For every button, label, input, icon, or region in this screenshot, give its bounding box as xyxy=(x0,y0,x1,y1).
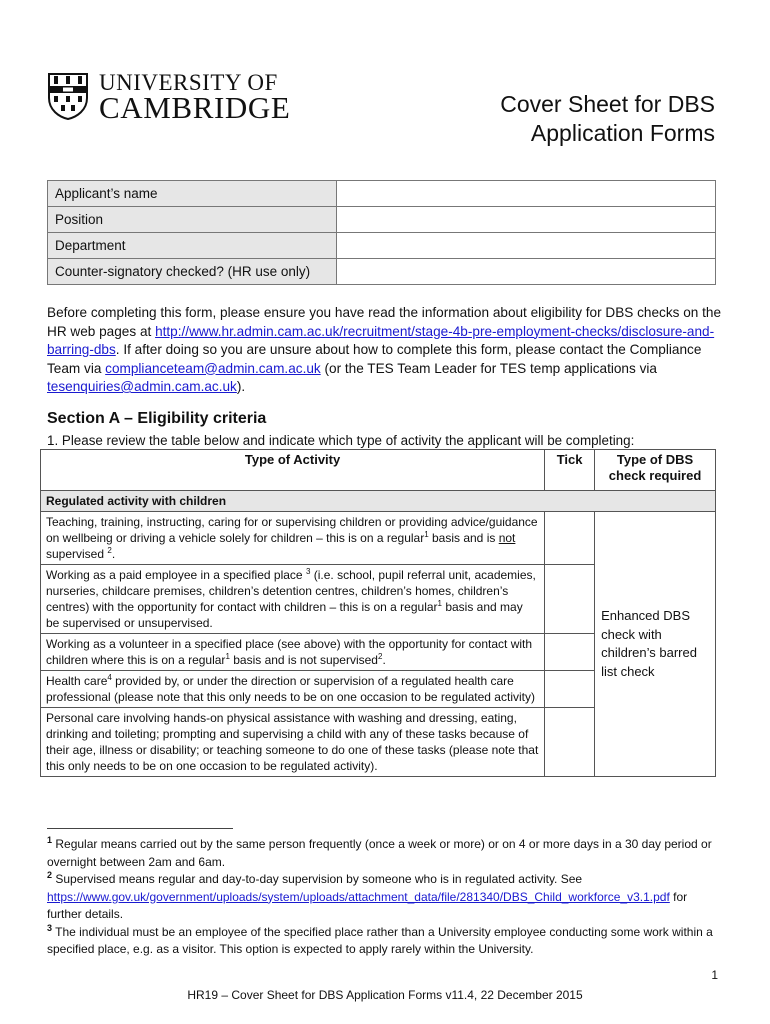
logo-line-university-of: UNIVERSITY OF xyxy=(99,70,278,95)
applicant-name-field[interactable] xyxy=(337,181,716,207)
footnote-number: 1 xyxy=(47,835,53,845)
table-row xyxy=(48,233,716,259)
footnote-ref: 1 xyxy=(225,652,230,661)
tick-column-header: Tick xyxy=(545,450,595,491)
table-row xyxy=(48,207,716,233)
footnote-text: Regular means carried out by the same person frequently (once a week or more) or on 4 or more days in a 30 day period or overnight between 2am and 6am. xyxy=(47,837,712,869)
activity-volunteer xyxy=(41,634,545,671)
tick-cell-volunteer[interactable] xyxy=(545,634,595,671)
page-title xyxy=(500,90,715,148)
dbs-child-workforce-link[interactable]: https://www.gov.uk/government/uploads/system/uploads/attachment_data/file/281340/DBS_Child_workforce_v3.1.pdf xyxy=(47,889,670,904)
footnote-number: 3 xyxy=(47,922,53,933)
tick-cell-personal-care[interactable] xyxy=(545,708,595,777)
table-row xyxy=(48,259,716,285)
activity-teaching xyxy=(41,512,545,565)
tes-enquiries-email-link[interactable]: tesenquiries@admin.cam.ac.uk xyxy=(47,379,237,394)
activity-text: provided by, or under the direction or supervision of a regulated health care professional (please note that this only needs to be on one occasion to be regulated activity) xyxy=(46,674,535,704)
table-header-row xyxy=(41,450,716,491)
activity-text: Working as a volunteer in a specified place (see above) with the opportunity for contact with children where this is on a regular xyxy=(46,637,533,667)
tick-cell-health-care[interactable] xyxy=(545,671,595,708)
dbs-type-column-header: Type of DBS check required xyxy=(595,450,716,491)
intro-text-2: . If after doing so you are unsure about how to complete this form, please contact the Compliance Team via xyxy=(47,342,702,376)
footnote-text: for further details. xyxy=(47,889,688,921)
activity-health-care xyxy=(41,671,545,708)
footnote-2 xyxy=(47,871,722,924)
activity-text: Health care xyxy=(46,674,108,688)
footnote-1 xyxy=(47,836,722,871)
logo-line-cambridge: CAMBRIDGE xyxy=(99,90,291,125)
footnote-ref: 2 xyxy=(377,652,383,661)
applicant-name-label: Applicant’s name xyxy=(48,181,337,207)
footnote-3 xyxy=(47,924,722,959)
tick-cell-teaching[interactable] xyxy=(545,512,595,565)
table-row xyxy=(41,512,716,565)
intro-paragraph xyxy=(47,304,727,397)
footnote-divider xyxy=(47,828,233,829)
department-label: Department xyxy=(48,233,337,259)
tick-cell-paid-employee[interactable] xyxy=(545,565,595,634)
footnote-number: 2 xyxy=(47,870,53,880)
activity-text: supervised xyxy=(46,547,108,561)
activity-text: Working as a paid employee in a specified place xyxy=(46,568,306,582)
title-line-1: Cover Sheet for DBS xyxy=(500,91,715,117)
footnote-ref: 1 xyxy=(437,599,442,608)
footnote-ref: 2 xyxy=(107,546,112,555)
activity-personal-care: Personal care involving hands-on physical assistance with washing and dressing, eating, drinking and toileting; prompting and supervising a child with any of these tasks because of their age, illness or disability; or teaching someone to do one of these tasks (please note that this only needs to be on one occasion to be regulated activity). xyxy=(41,708,545,777)
eligibility-table xyxy=(40,449,716,777)
activity-column-header: Type of Activity xyxy=(41,450,545,491)
activity-text: . xyxy=(382,653,386,667)
footnote-text: The individual must be an employee of the specified place rather than a University employee conducting some work within a specified place, e.g. as a visitor. This option is expected to apply rarely within the University. xyxy=(47,924,713,956)
title-line-2: Application Forms xyxy=(530,120,715,146)
page-footer: HR19 – Cover Sheet for DBS Application Forms v11.4, 22 December 2015 xyxy=(187,988,583,1002)
activity-text: (i.e. school, pupil referral unit, academies, nurseries, childcare premises, children’s detention centres, children’s homes, children’s centres) with the opportunity for contact with children – this is on a regular xyxy=(46,568,536,614)
activity-text: . xyxy=(111,547,116,561)
compliance-team-email-link[interactable]: complianceteam@admin.cam.ac.uk xyxy=(105,360,321,376)
position-label: Position xyxy=(48,207,337,233)
intro-text-1: Before completing this form, please ensure you have read the information about eligibility for DBS checks on the HR web pages at xyxy=(47,305,722,339)
counter-signatory-label: Counter-signatory checked? (HR use only) xyxy=(48,259,337,285)
enhanced-dbs-cell: Enhanced DBS check with children’s barred list check xyxy=(595,512,716,777)
section-a-heading: Section A – Eligibility criteria xyxy=(47,410,267,427)
table-row xyxy=(41,491,716,512)
activity-text: basis and may be supervised or unsupervised. xyxy=(46,600,523,630)
question-1-text: 1. Please review the table below and indicate which type of activity the applicant will be completing: xyxy=(47,433,635,448)
page-number: 1 xyxy=(711,968,718,982)
university-logo xyxy=(47,70,291,125)
intro-text-4: ). xyxy=(236,379,246,394)
table-row xyxy=(48,181,716,207)
regulated-activity-subheader: Regulated activity with children xyxy=(41,491,716,512)
position-field[interactable] xyxy=(337,207,716,233)
intro-text-3: (or the TES Team Leader for TES temp applications via xyxy=(320,360,657,376)
applicant-info-table xyxy=(47,180,716,285)
footnote-ref: 4 xyxy=(107,673,112,682)
counter-signatory-field[interactable] xyxy=(337,259,716,285)
footnotes xyxy=(47,836,722,959)
activity-text: Teaching, training, instructing, caring for or supervising children or providing advice/guidance on wellbeing or driving a vehicle solely for children – this is on a regular xyxy=(46,515,538,545)
activity-text-underlined: not xyxy=(498,531,516,545)
footnote-ref: 1 xyxy=(424,530,429,539)
footnote-ref: 3 xyxy=(305,567,311,576)
department-field[interactable] xyxy=(337,233,716,259)
footnote-text: Supervised means regular and day-to-day supervision by someone who is in regulated activity. See xyxy=(52,872,583,886)
activity-text: basis and is xyxy=(428,531,499,545)
activity-text: basis and is not supervised xyxy=(229,653,378,667)
activity-paid-employee xyxy=(41,565,545,634)
hr-web-pages-link[interactable]: http://www.hr.admin.cam.ac.uk/recruitment/stage-4b-pre-employment-checks/disclosure-and-barring-dbs xyxy=(47,323,715,357)
crest-icon xyxy=(47,72,89,120)
